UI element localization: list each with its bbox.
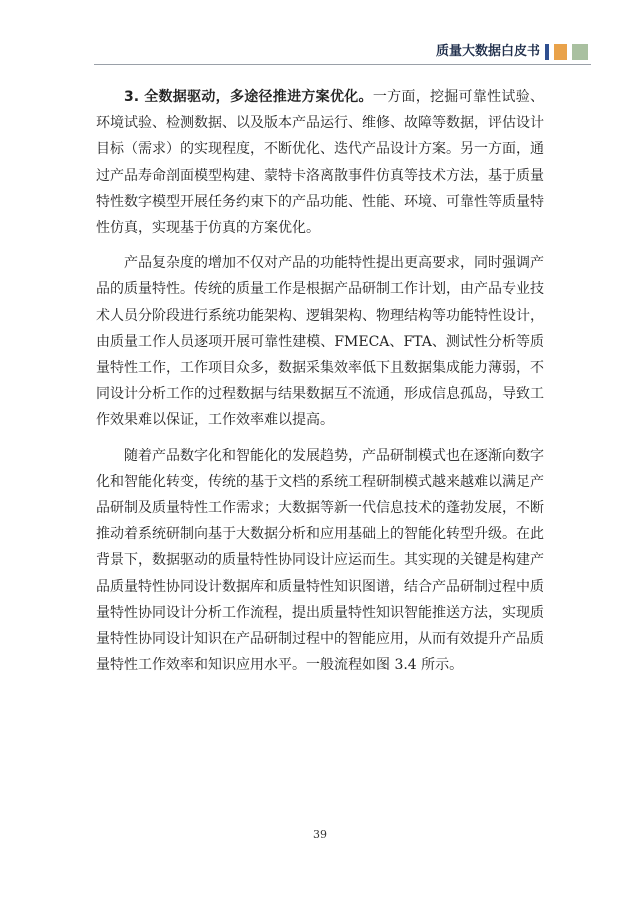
header-divider	[94, 64, 591, 65]
paragraph-text: 产品复杂度的增加不仅对产品的功能特性提出更高要求，同时强调产品的质量特性。传统的质量工作是根据产品研制工作计划，由产品专业技术人员分阶段进行系统功能架构、逻辑架构、物理结构等功能特性设计，由质量工作人员逐项开展可靠性建模、FMECA、FTA、测试性分析等质量特性工作，工作项目众多，数据采集效率低下且数据集成能力薄弱，不同设计分析工作的过程数据与结果数据互不流通，形成信息孤岛，导致工作效果难以保证，工作效率难以提高。	[96, 255, 544, 429]
paragraph-product-complexity	[96, 250, 544, 433]
page-header	[0, 0, 640, 66]
paragraph-digital-transformation	[96, 443, 544, 679]
header-block-orange	[554, 44, 567, 60]
header-block-green	[572, 44, 588, 60]
page-number: 39	[313, 828, 327, 841]
body-content	[96, 84, 544, 687]
header-block-blue	[545, 44, 549, 60]
paragraph-text: 随着产品数字化和智能化的发展趋势，产品研制模式也在逐渐向数字化和智能化转变，传统的基于文档的系统工程研制模式越来越难以满足产品研制及质量特性工作需求；大数据等新一代信息技术的蓬勃发展，不断推动着系统研制向基于大数据分析和应用基础上的智能化转型升级。在此背景下，数据驱动的质量特性协同设计应运而生。其实现的关键是构建产品质量特性协同设计数据库和质量特性知识图谱，结合产品研制过程中质量特性协同设计分析工作流程，提出质量特性知识智能推送方法，实现质量特性协同设计知识在产品研制过程中的智能应用，从而有效提升产品质量特性工作效率和知识应用水平。一般流程如图 3.4 所示。	[96, 447, 544, 674]
paragraph-data-driven-optimization	[96, 84, 544, 241]
paragraph-text: 一方面，挖掘可靠性试验、环境试验、检测数据、以及版本产品运行、维修、故障等数据，评估设计目标（需求）的实现程度，不断优化、迭代产品设计方案。另一方面，通过产品寿命剖面模型构建、蒙特卡洛离散事件仿真等技术方法，基于质量特性数字模型开展任务约束下的产品功能、性能、环境、可靠性等质量特性仿真，实现基于仿真的方案优化。	[96, 89, 544, 237]
header-title: 质量大数据白皮书	[435, 44, 540, 59]
paragraph-lead-heading: 3. 全数据驱动，多途径推进方案优化。	[124, 89, 373, 105]
